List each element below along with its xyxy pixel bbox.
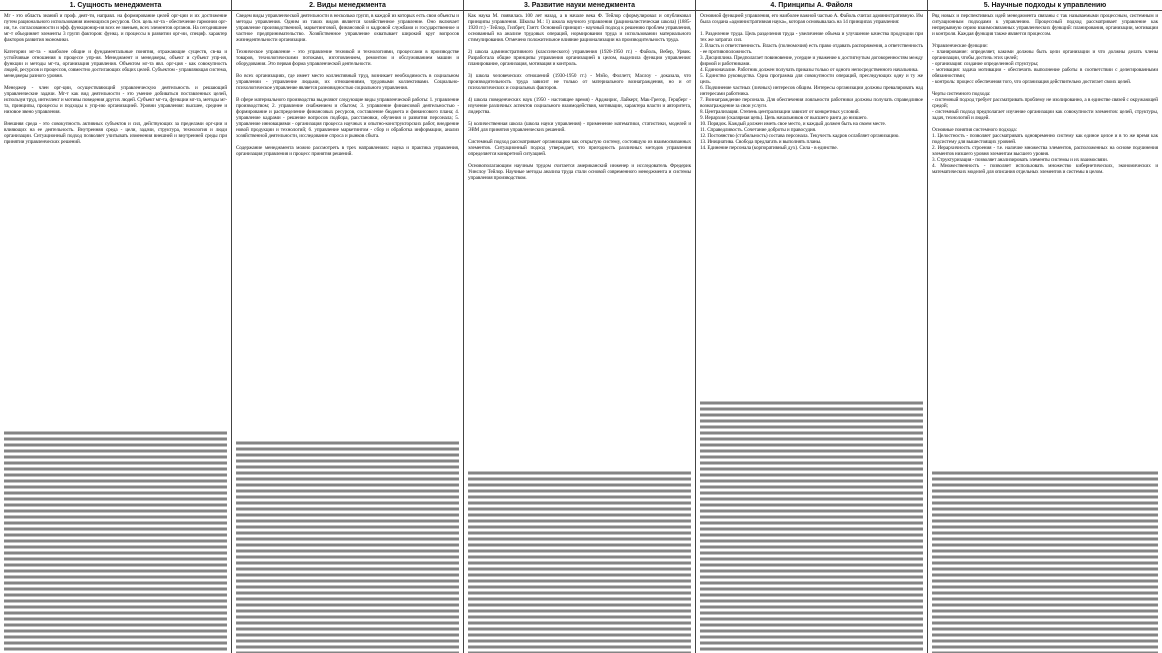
text-lines-placeholder <box>4 430 227 653</box>
column-heading: 4. Принципы А. Файоля <box>696 2 927 11</box>
column-heading: 2. Виды менеджмента <box>232 2 463 11</box>
column-heading: 3. Развитие науки менеджмента <box>464 2 695 11</box>
column-2 <box>232 0 464 653</box>
column-text: Ряд новых и перспективных идей менеджмента связаны с так называемыми процессным, системным и ситуационным подходами к управлению. Процессный подход рассматривает управление как непрерывную серию взаимосвязанных управленческих функций: планирования, организации, мотивации и контроля. Каждая функция также является процессом. Управленческие функции: - планирование: определяет, какими должны быть цели организации и что должны делать члены организации, чтобы достичь этих целей; - организация: создание определенной структуры; - мотивация: задача мотивации - обеспечить выполнение работы в соответствии с делегированными обязанностями; - контроль: процесс обеспечения того, что организация действительно достигает своих целей. Черты системного подхода: - системный подход требует рассматривать проблему не изолированно, а в единстве связей с окружающей средой; - системный подход предполагает изучение организации как совокупности элементов: целей, структуры, задач, технологий и людей. Основные понятия системного подхода: 1. Целостность - позволяет рассматривать одновременно систему как единое целое и в то же время как подсистему для вышестоящих уровней. 2. Иерархичность строения - т.е. наличие множества элементов, расположенных на основе подчинения элементов низшего уровня элементам высшего уровня. 3. Структуризация - позволяет анализировать элементы системы и их взаимосвязи. 4. Множественность - позволяет использовать множество кибернетических, экономических и математических моделей для описания отдельных элементов и системы в целом. <box>932 13 1158 175</box>
column-heading: 5. Научные подходы к управлению <box>928 2 1162 11</box>
column-text: Мг - это область знаний и проф. деят-ти, направл. на формирование целей орг-ции и их достижение путем рационального использования имеющихся ресурсов. Осн. цель мг-та - обеспечение гармонии орг-ии, т.е. согласованности и эфф. функционир-ия всех ее звеньев, всех элементов органов. На сегодняшнее мг-т объединяет элементы 3 групп факторов: функц. и процессы в развитии орг-ии, специф. характер факторов развития экономики. Категории мг-та - наиболее общие и фундаментальные понятия, отражающие существ, св-ва и устойчивые отношения в процессе упр-ия. Менеджмент и менеджеры, объект и субъект упр-ия, функции и методы мг-та, организация управления. Объектом мг-та явл. орг-ция - как совокупность людей, ресурсов и процессов, совместно достигающих общих целей. Субъектом - управляющая система, менеджеры разного уровня. Менеджер - член орг-ции, осуществляющий управленческую деятельность и решающий управленческие задачи. Мг-т как вид деятельности - это умение добиваться поставленных целей, используя труд, интеллект и мотивы поведения других людей. Субъект мг-та, функции мг-та, методы мг-та, принципы, процессы и подходы к упр-ию организацией. Уровни управления: высшее, среднее и низовое звено управления. Внешняя среда - это совокупность активных субъектов и сил, действующих за пределами орг-ции и влияющих на ее деятельность. Внутренняя среда - цели, задачи, структура, технология и люди организации. Ситуационный подход позволяет учитывать изменения внешней и внутренней среды при принятии управленческих решений. <box>4 13 227 145</box>
text-lines-placeholder <box>236 440 459 653</box>
column-3 <box>464 0 696 653</box>
column-4 <box>696 0 928 653</box>
text-lines-placeholder <box>932 470 1158 653</box>
column-text: Основной функцией управления, его наиболее важной частью А. Файоль считал административную. Им была создана «административная наука», которая основывалась на 14 принципах управления: 1. Разделение труда. Цель разделения труда - увеличение объема и улучшение качества продукции при тех же затратах сил. 2. Власть и ответственность. Власть (полномочия) есть право отдавать распоряжения, а ответственность - ее противоположность. 3. Дисциплина. Предполагает повиновение, усердие и уважение к достигнутым договоренностям между фирмой и работниками. 4. Единоначалие. Работник должен получать приказы только от одного непосредственного начальника. 5. Единство руководства. Одна программа для совокупности операций, преследующих одну и ту же цель. 6. Подчинение частных (личных) интересов общим. Интересы организации должны превалировать над интересами работника. 7. Вознаграждение персонала. Для обеспечения лояльности работники должны получать справедливое вознаграждение за свои услуги. 8. Централизация. Степень централизации зависит от конкретных условий. 9. Иерархия (скалярная цепь). Цепь начальников от высшего ранга до низшего. 10. Порядок. Каждый должен иметь свое место, и каждый должен быть на своем месте. 11. Справедливость. Сочетание доброты и правосудия. 12. Постоянство (стабильность) состава персонала. Текучесть кадров ослабляет организацию. 13. Инициатива. Свобода предлагать и выполнять планы. 14. Единение персонала (корпоративный дух). Сила - в единстве. <box>700 13 923 151</box>
column-text: Как наука М. появилась 100 лет назад, а в начале века Ф. Тейлор сформулировал и опубликовал принципы управления. Школы М.: 1) школа научного управления (рационалистическая школа) (1885-1920 гг.) - Тейлор, Гилбрет, Гантт. Основной принцип - научный подход к решению проблем управления, основанный на анализе трудовых операций, нормировании труда и использовании материального стимулирования. Отмечено положительное влияние рационализации на производительность труда. 2) школа административного (классического) управления (1920-1950 гг.) - Файоль, Вебер, Урвик. Разработала общие принципы управления организацией в целом, выделила функции управления: планирование, организация, мотивация и контроль. 3) школа человеческих отношений (1930-1950 гг.) - Мэйо, Фоллетт, Маслоу - доказала, что производительность труда зависит не только от материального вознаграждения, но и от психологических и социальных факторов. 4) школа поведенческих наук (1950 - настоящее время) - Арджирис, Лайкерт, Мак-Грегор, Герцберг - изучение различных аспектов социального взаимодействия, мотивации, характера власти и авторитета, лидерства. 5) количественная школа (школа науки управления) - применение математики, статистики, моделей и ЭВМ для принятия управленческих решений. Системный подход рассматривает организацию как открытую систему, состоящую из взаимосвязанных элементов. Ситуационный подход утверждает, что пригодность различных методов управления определяется конкретной ситуацией. Основополагающим научным трудом считается американский инженер и исследователь Фредерик Уинслоу Тейлор. Научные методы анализа труда стали основой современного менеджмента и системы управления производством. <box>468 13 691 181</box>
text-lines-placeholder <box>468 470 691 653</box>
column-5 <box>928 0 1162 653</box>
column-heading: 1. Сущность менеджмента <box>0 2 231 11</box>
text-lines-placeholder <box>700 400 923 653</box>
column-1 <box>0 0 232 653</box>
column-text: Сведем виды управленческой деятельности в несколько групп, в каждой из которых есть свои объекты и методы управления. Одним из таких видов является хозяйственное управление. Оно включает управление производственной, маркетинговой, финансовой и кадровой службами и государственное и частное предпринимательство. Хозяйственное управление охватывает широкий круг вопросов жизнедеятельности организации. Техническое управление - это управление техникой и технологиями, процессами в производстве товаров, технологическими потоками, изготовлением, ремонтом и обслуживанием машин и оборудования. Это первая форма управленческой деятельности. Во всех организациях, где имеет место коллективный труд, возникает необходимость в социальном управлении - управление людьми, их отношениями, трудовыми коллективами. Социально-психологическое управление является разновидностью социального управления. В сфере материального производства выделяют следующие виды управленческой работы: 1. управление производством; 2. управление снабжением и сбытом; 3. управление финансовой деятельностью - формирование и распределение финансовых ресурсов, составление бюджета и финансового плана; 4. управление кадрами - решение вопросов подбора, расстановки, обучения и развития персонала; 5. управление инновациями - организация процесса научных и опытно-конструкторских работ, внедрение новой продукции и технологий; 6. управление маркетингом - сбор и обработка информации, анализ хозяйственной деятельности, исследование спроса и рынков сбыта. Содержание менеджмента можно рассмотреть в трех направлениях: наука и практика управления, организация управления и процесс принятия решений. <box>236 13 459 157</box>
